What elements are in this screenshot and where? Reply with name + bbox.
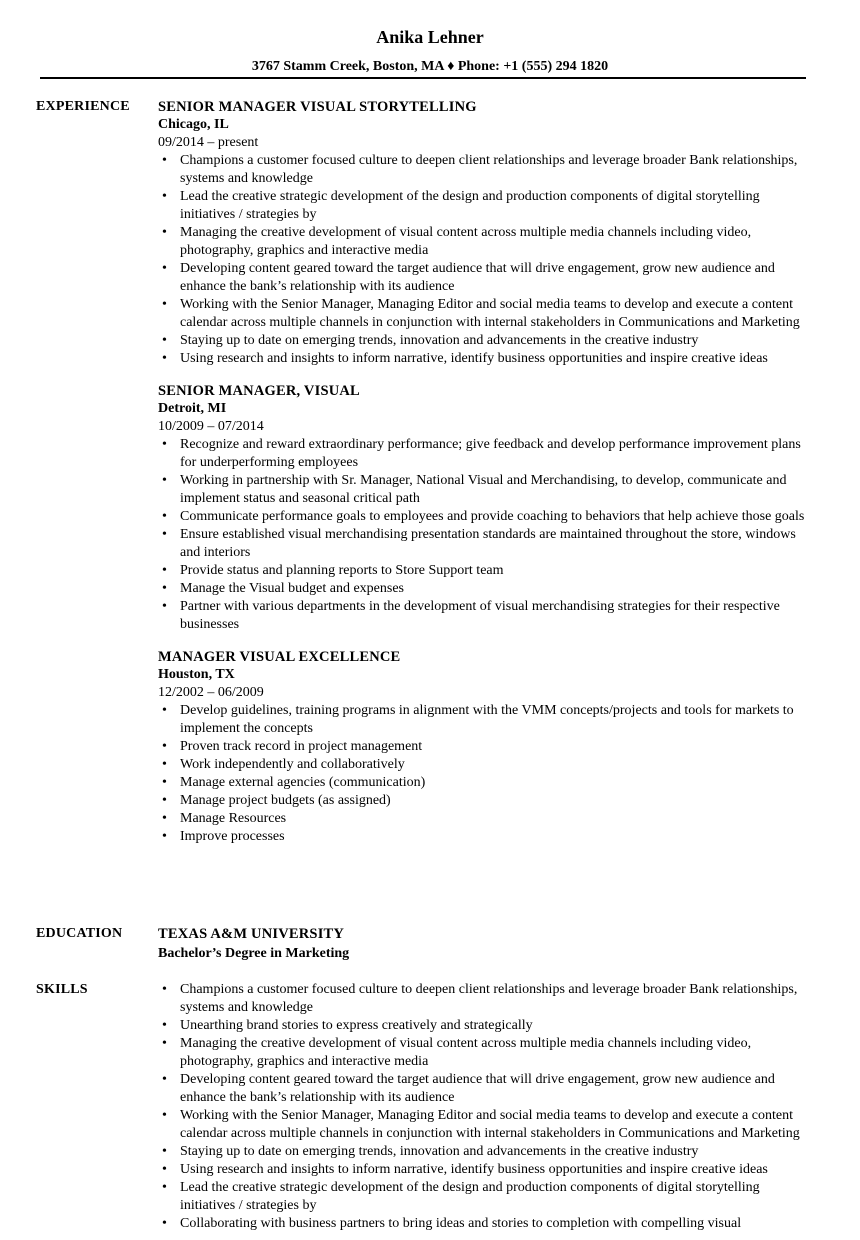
header-divider bbox=[40, 77, 806, 79]
job-location: Detroit, MI bbox=[158, 401, 227, 416]
job-bullets bbox=[158, 436, 818, 634]
candidate-name: Anika Lehner bbox=[376, 27, 484, 47]
list-item: • Using research and insights to inform narrative, identify business opportunities and inspire creative ideas bbox=[158, 1161, 818, 1179]
list-item: • Ensure established visual merchandising presentation standards are maintained throughout the store, windows and interiors bbox=[158, 526, 818, 562]
job-bullets bbox=[158, 152, 818, 368]
job-dates: 12/2002 – 06/2009 bbox=[158, 685, 264, 700]
job-entry bbox=[158, 648, 818, 846]
list-item: • Champions a customer focused culture to deepen client relationships and leverage broader Bank relationships, systems and knowledge bbox=[158, 152, 818, 188]
list-item: • Managing the creative development of visual content across multiple media channels including video, photography, graphics and interactive media bbox=[158, 224, 818, 260]
degree: Bachelor’s Degree in Marketing bbox=[158, 946, 350, 961]
list-item: • Manage external agencies (communication) bbox=[158, 774, 818, 792]
job-dates: 09/2014 – present bbox=[158, 135, 259, 150]
school-name: TEXAS A&M UNIVERSITY bbox=[158, 926, 345, 942]
list-item: • Improve processes bbox=[158, 828, 818, 846]
job-title: SENIOR MANAGER VISUAL STORYTELLING bbox=[158, 99, 477, 115]
list-item: • Collaborating with business partners to bring ideas and stories to completion with compelling visual bbox=[158, 1215, 818, 1233]
list-item: • Manage project budgets (as assigned) bbox=[158, 792, 818, 810]
job-title: MANAGER VISUAL EXCELLENCE bbox=[158, 649, 401, 665]
list-item: • Champions a customer focused culture to deepen client relationships and leverage broader Bank relationships, systems and knowledge bbox=[158, 981, 818, 1017]
list-item: • Lead the creative strategic development of the design and production components of digital storytelling initiatives / strategies by bbox=[158, 1179, 818, 1215]
list-item: • Working with the Senior Manager, Managing Editor and social media teams to develop and execute a content calendar across multiple channels in conjunction with internal stakeholders in Communications and Marketing bbox=[158, 1107, 818, 1143]
education-body bbox=[158, 925, 818, 963]
list-item: • Working with the Senior Manager, Managing Editor and social media teams to develop and execute a content calendar across multiple channels in conjunction with internal stakeholders in Communications and Marketing bbox=[158, 296, 818, 332]
job-dates: 10/2009 – 07/2014 bbox=[158, 419, 264, 434]
list-item: • Work independently and collaboratively bbox=[158, 756, 818, 774]
job-entry bbox=[158, 382, 818, 634]
list-item: • Provide status and planning reports to Store Support team bbox=[158, 562, 818, 580]
list-item: • Developing content geared toward the target audience that will drive engagement, grow new audience and enhance the bank’s relationship with its audience bbox=[158, 260, 818, 296]
experience-heading: EXPERIENCE bbox=[36, 99, 130, 114]
job-entry bbox=[158, 98, 818, 368]
skills-body bbox=[158, 981, 818, 1233]
skills-section bbox=[0, 981, 860, 1240]
skills-bullets bbox=[158, 981, 818, 1233]
list-item: • Partner with various departments in the development of visual merchandising strategies for their respective businesses bbox=[158, 598, 818, 634]
job-bullets bbox=[158, 702, 818, 846]
list-item: • Unearthing brand stories to express creatively and strategically bbox=[158, 1017, 818, 1035]
job-title: SENIOR MANAGER, VISUAL bbox=[158, 383, 360, 399]
list-item: • Communicate performance goals to employees and provide coaching to behaviors that help achieve those goals bbox=[158, 508, 818, 526]
list-item: • Working in partnership with Sr. Manager, National Visual and Merchandising, to develop, communicate and implement status and seasonal critical path bbox=[158, 472, 818, 508]
skills-heading: SKILLS bbox=[36, 982, 88, 997]
list-item: • Lead the creative strategic development of the design and production components of digital storytelling initiatives / strategies by bbox=[158, 188, 818, 224]
list-item: • Recognize and reward extraordinary performance; give feedback and develop performance improvement plans for underperforming employees bbox=[158, 436, 818, 472]
list-item: • Staying up to date on emerging trends, innovation and advancements in the creative industry bbox=[158, 1143, 818, 1161]
list-item: • Developing content geared toward the target audience that will drive engagement, grow new audience and enhance the bank’s relationship with its audience bbox=[158, 1071, 818, 1107]
list-item: • Develop guidelines, training programs in alignment with the VMM concepts/projects and tools for markets to implement the concepts bbox=[158, 702, 818, 738]
job-location: Houston, TX bbox=[158, 667, 235, 682]
list-item: • Staying up to date on emerging trends, innovation and advancements in the creative industry bbox=[158, 332, 818, 350]
experience-body bbox=[158, 98, 818, 860]
list-item: • Proven track record in project management bbox=[158, 738, 818, 756]
list-item: • Managing the creative development of visual content across multiple media channels including video, photography, graphics and interactive media bbox=[158, 1035, 818, 1071]
contact-line: 3767 Stamm Creek, Boston, MA ♦ Phone: +1 (555) 294 1820 bbox=[251, 59, 609, 74]
job-location: Chicago, IL bbox=[158, 117, 229, 132]
list-item: • Using research and insights to inform narrative, identify business opportunities and inspire creative ideas bbox=[158, 350, 818, 368]
list-item: • Manage the Visual budget and expenses bbox=[158, 580, 818, 598]
list-item: • Manage Resources bbox=[158, 810, 818, 828]
education-heading: EDUCATION bbox=[36, 926, 123, 941]
